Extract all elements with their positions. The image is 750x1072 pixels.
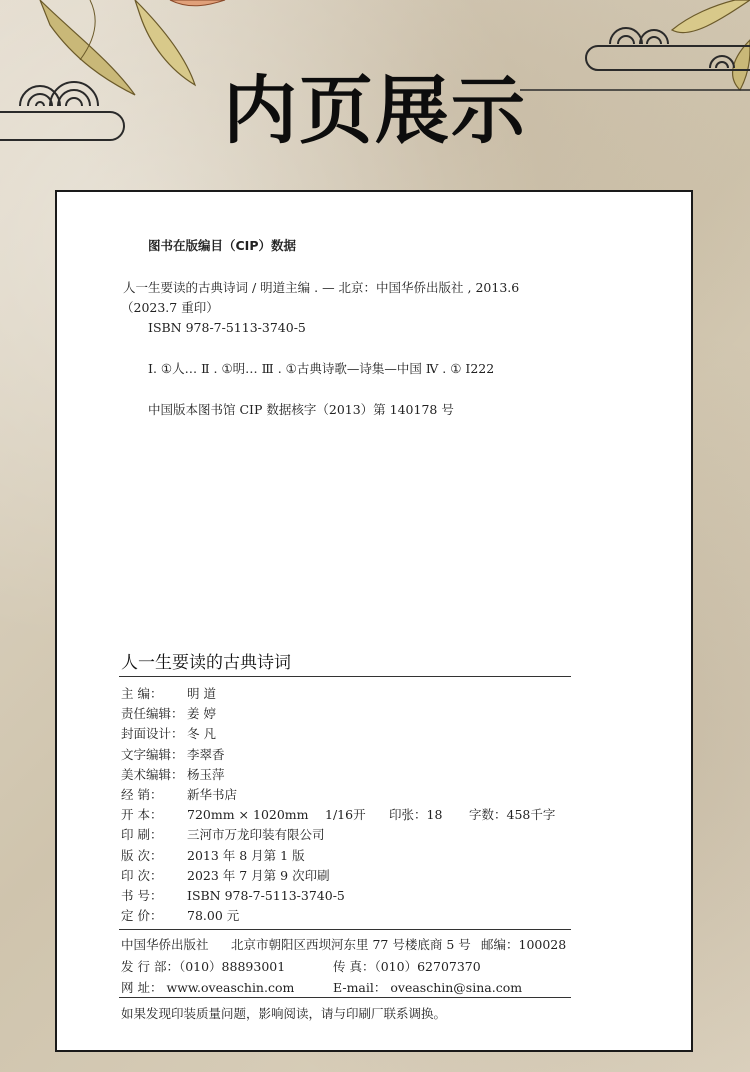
info-value: 新华书店 [187, 786, 238, 802]
info-value: 姜 婷 [187, 706, 216, 722]
info-row-art-editor [121, 765, 555, 785]
info-label: 经 销： [121, 786, 163, 802]
info-row-edition [121, 846, 555, 866]
divider [119, 929, 571, 930]
info-label: 文字编辑： [121, 746, 184, 762]
divider [119, 676, 571, 677]
publisher-website[interactable]: 网 址： www.oveaschin.com [121, 980, 295, 995]
info-value: 杨玉萍 [187, 766, 225, 782]
info-value: 明 道 [187, 686, 216, 701]
info-value: 李翠香 [187, 746, 225, 762]
info-label: 开 本： [121, 807, 163, 823]
book-title: 人一生要读的古典诗词 [121, 653, 291, 673]
format-word-count: 字数：458千字 [469, 807, 556, 823]
info-row-isbn [121, 886, 555, 906]
cip-classification: I. ①人… Ⅱ . ①明… Ⅲ . ①古典诗歌—诗集—中国 Ⅳ . ① I222 [148, 361, 495, 376]
cip-isbn: ISBN 978-7-5113-3740-5 [148, 320, 306, 335]
info-value: 78.00 元 [187, 908, 240, 924]
info-row-distributor [121, 785, 555, 805]
format-sheets: 印张：18 [389, 807, 443, 823]
publisher-address-line [121, 935, 566, 953]
cip-reprint-line: （2023.7 重印） [121, 300, 219, 315]
info-label: 责任编辑： [121, 706, 184, 722]
cip-record-number: 中国版本图书馆 CIP 数据核字（2013）第 140178 号 [148, 402, 454, 417]
info-row-format [121, 805, 555, 825]
banner-title: 内页展示 [223, 68, 527, 154]
info-row-editor [121, 684, 555, 704]
info-value: 2013 年 8 月第 1 版 [187, 847, 305, 863]
publisher-name: 中国华侨出版社 [121, 937, 209, 952]
publisher-address: 北京市朝阳区西坝河东里 77 号楼底商 5 号 [231, 937, 471, 952]
info-row-price [121, 906, 555, 926]
info-label: 主 编： [121, 686, 163, 701]
info-label: 美术编辑： [121, 766, 184, 782]
copyright-page [55, 190, 693, 1052]
publisher-email[interactable]: E-mail： oveaschin@sina.com [333, 980, 523, 995]
format-fold: 1/16开 [325, 807, 366, 823]
publisher-dept-phone: 发 行 部：（010）88893001 [121, 959, 286, 974]
info-value: 三河市万龙印装有限公司 [187, 827, 325, 843]
cip-heading: 图书在版编目（CIP）数据 [148, 238, 296, 253]
publisher-web-line [121, 978, 522, 996]
info-row-responsible-editor [121, 704, 555, 724]
info-label: 封面设计： [121, 726, 184, 742]
info-label: 定 价： [121, 908, 163, 924]
info-row-printer [121, 825, 555, 845]
info-label: 版 次： [121, 847, 163, 863]
cip-entry-line: 人一生要读的古典诗词 / 明道主编 . — 北京：中国华侨出版社 , 2013.6 [123, 280, 520, 295]
info-row-printing [121, 866, 555, 886]
divider [119, 997, 571, 998]
info-label: 印 刷： [121, 827, 163, 843]
info-value: 720mm × 1020mm [187, 807, 309, 823]
info-value: ISBN 978-7-5113-3740-5 [187, 887, 345, 903]
publisher-fax: 传 真：（010）62707370 [333, 959, 481, 974]
info-value: 冬 凡 [187, 726, 216, 742]
quality-notice: 如果发现印装质量问题，影响阅读，请与印刷厂联系调换。 [121, 1006, 447, 1021]
publisher-postcode: 邮编：100028 [481, 937, 567, 952]
publisher-phone-line [121, 957, 481, 975]
info-label: 印 次： [121, 867, 163, 883]
info-label: 书 号： [121, 887, 163, 903]
book-info-list [121, 684, 555, 926]
info-value: 2023 年 7 月第 9 次印刷 [187, 867, 330, 883]
info-row-text-editor [121, 745, 555, 765]
info-row-cover-design [121, 724, 555, 744]
